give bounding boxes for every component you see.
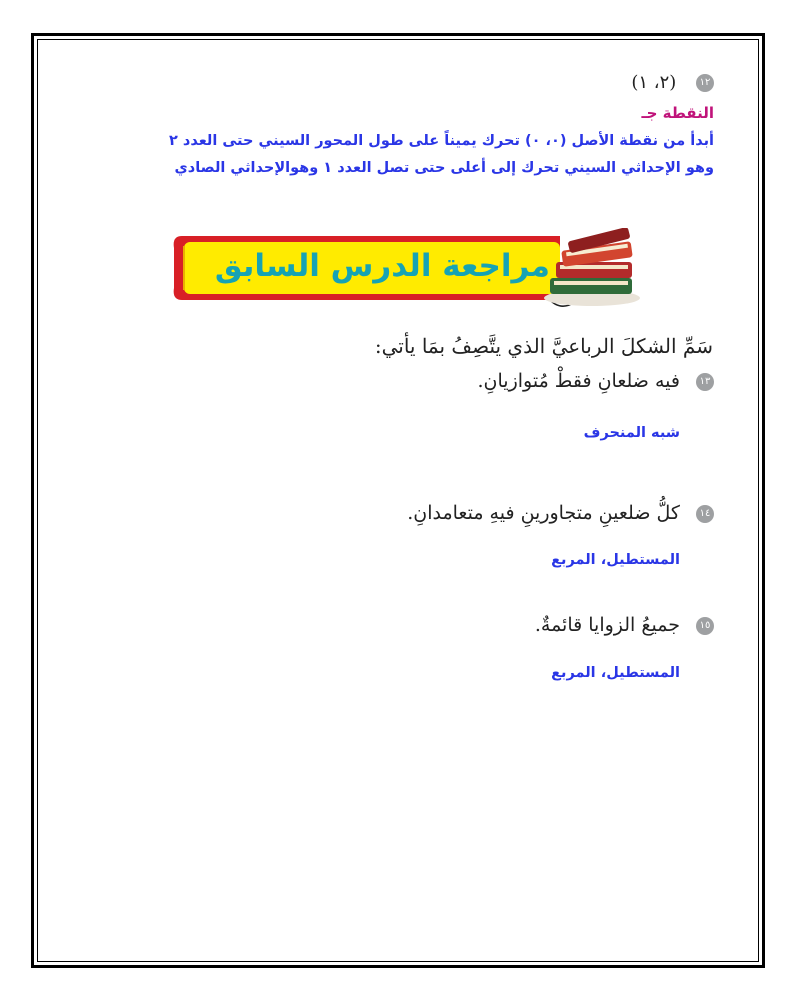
q12-explanation-line2: وهو الإحداثي السيني تحرك إلى أعلى حتى تصل العدد ١ وهوالإحداثي الصادي (174, 160, 714, 176)
q12-explanation-line1: أبدأ من نقطة الأصل (٠، ٠) تحرك يميناً على طول المحور السيني حتى العدد ٢ (169, 133, 714, 149)
question-number-badge: ١٢ (696, 74, 714, 92)
q12-coordinate: (٢، ١) (631, 72, 677, 93)
question-number-badge: ١٥ (696, 617, 714, 635)
banner-title: مراجعة الدرس السابق (214, 248, 550, 284)
q12-point-label: النقطة جـ (641, 104, 714, 122)
question-text: فيه ضلعانِ فقطْ مُتوازيانِ. (477, 370, 680, 392)
question-number-badge: ١٣ (696, 373, 714, 391)
question-text: جميعُ الزوايا قائمةٌ. (534, 614, 680, 636)
question-number-badge: ١٤ (696, 505, 714, 523)
question-text: كلُّ ضلعينِ متجاورينِ فيهِ متعامدانِ. (407, 502, 680, 524)
question-15 (535, 614, 714, 636)
question-14 (407, 502, 714, 524)
page-border-inner (37, 39, 759, 962)
answer-14: المستطيل، المربع (551, 552, 680, 568)
review-banner (170, 228, 650, 318)
review-instruction: سَمِّ الشكلَ الرباعيَّ الذي يتَّصِفُ بمَا يأتي: (374, 334, 713, 358)
answer-15: المستطيل، المربع (551, 665, 680, 681)
question-13 (478, 370, 714, 392)
answer-13: شبه المنحرف (583, 425, 680, 441)
q12-header (631, 72, 714, 93)
